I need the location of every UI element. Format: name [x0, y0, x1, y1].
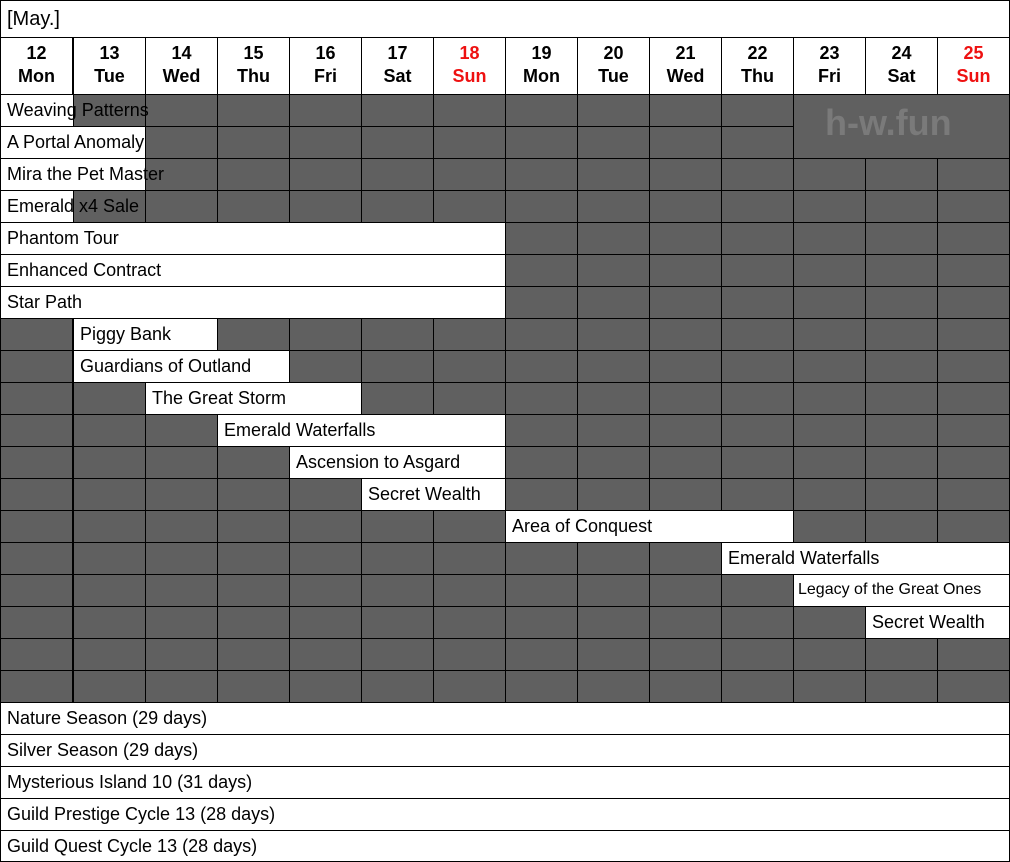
grid-cell	[433, 670, 506, 703]
grid-cell	[577, 382, 650, 415]
grid-cell	[361, 382, 434, 415]
grid-cell	[721, 638, 794, 671]
grid-cell	[289, 350, 362, 383]
grid-cell	[73, 446, 146, 479]
grid-cell	[577, 478, 650, 511]
grid-cell	[865, 414, 938, 447]
grid-cell	[505, 478, 578, 511]
day-weekday: Sun	[956, 66, 991, 86]
grid-cell	[73, 478, 146, 511]
day-weekday: Wed	[666, 66, 705, 86]
grid-cell	[721, 190, 794, 223]
grid-cell	[721, 478, 794, 511]
grid-cell	[577, 222, 650, 255]
day-header	[433, 37, 506, 95]
grid-cell	[289, 94, 362, 127]
day-header	[145, 37, 218, 95]
grid-cell	[0, 478, 73, 511]
grid-cell	[217, 478, 290, 511]
grid-cell	[577, 574, 650, 607]
grid-cell	[433, 94, 506, 127]
grid-cell	[937, 478, 1010, 511]
event-bar[interactable]: Secret Wealth	[865, 606, 1010, 639]
grid-cell	[649, 574, 722, 607]
grid-cell	[721, 382, 794, 415]
day-number: 22	[747, 43, 768, 63]
grid-cell	[361, 94, 434, 127]
grid-cell	[937, 318, 1010, 351]
event-bar[interactable]: Enhanced Contract	[0, 254, 506, 287]
day-number: 12	[26, 43, 47, 63]
grid-cell	[0, 606, 73, 639]
grid-cell	[289, 158, 362, 191]
grid-cell	[793, 382, 866, 415]
grid-cell	[577, 318, 650, 351]
season-item[interactable]: Nature Season (29 days)	[0, 702, 1010, 735]
grid-cell	[73, 414, 146, 447]
grid-cell	[721, 158, 794, 191]
grid-cell	[217, 318, 290, 351]
grid-cell	[937, 222, 1010, 255]
grid-cell	[865, 478, 938, 511]
event-bar[interactable]: Phantom Tour	[0, 222, 506, 255]
grid-cell	[0, 574, 73, 607]
grid-cell	[73, 510, 146, 543]
grid-cell	[505, 382, 578, 415]
grid-cell	[721, 670, 794, 703]
grid-cell	[505, 350, 578, 383]
event-bar[interactable]: Mira the Pet Master	[7, 164, 165, 184]
grid-cell	[649, 254, 722, 287]
grid-cell	[217, 446, 290, 479]
grid-cell	[865, 510, 938, 543]
grid-cell	[505, 94, 578, 127]
day-weekday: Wed	[162, 66, 201, 86]
grid-cell	[649, 350, 722, 383]
grid-cell	[217, 190, 290, 223]
grid-cell	[937, 638, 1010, 671]
grid-cell	[0, 446, 73, 479]
grid-cell	[649, 670, 722, 703]
grid-cell	[937, 510, 1010, 543]
day-weekday: Mon	[18, 66, 55, 86]
event-bar[interactable]: Legacy of the Great Ones	[793, 574, 1010, 607]
grid-cell	[793, 606, 866, 639]
grid-cell	[505, 606, 578, 639]
grid-cell	[505, 670, 578, 703]
day-header	[0, 37, 73, 95]
grid-cell	[721, 446, 794, 479]
grid-cell	[793, 670, 866, 703]
grid-cell	[361, 158, 434, 191]
day-number: 20	[603, 43, 624, 63]
grid-cell	[937, 382, 1010, 415]
grid-cell	[721, 350, 794, 383]
season-item[interactable]: Guild Prestige Cycle 13 (28 days)	[0, 798, 1010, 831]
grid-cell	[649, 542, 722, 575]
grid-cell	[217, 158, 290, 191]
grid-cell	[145, 510, 218, 543]
day-weekday: Fri	[313, 66, 337, 86]
day-weekday: Tue	[94, 66, 125, 86]
grid-cell	[577, 94, 650, 127]
month-label: [May.]	[0, 0, 1010, 38]
grid-cell	[0, 382, 73, 415]
grid-cell	[649, 414, 722, 447]
grid-cell	[577, 286, 650, 319]
watermark-text: h-w.fun	[825, 102, 952, 143]
grid-cell	[793, 190, 866, 223]
grid-cell	[649, 478, 722, 511]
grid-cell	[505, 446, 578, 479]
grid-cell	[865, 670, 938, 703]
grid-cell	[721, 606, 794, 639]
grid-cell	[145, 414, 218, 447]
day-header	[217, 37, 290, 95]
grid-cell	[505, 638, 578, 671]
day-header	[865, 37, 938, 95]
grid-cell	[937, 254, 1010, 287]
day-number: 18	[459, 43, 480, 63]
grid-cell	[73, 574, 146, 607]
grid-cell	[505, 190, 578, 223]
grid-cell	[217, 94, 290, 127]
grid-cell	[505, 318, 578, 351]
grid-cell	[0, 318, 73, 351]
grid-cell	[217, 542, 290, 575]
grid-cell	[793, 222, 866, 255]
grid-cell	[721, 126, 794, 159]
day-weekday: Mon	[523, 66, 560, 86]
day-number: 16	[315, 43, 336, 63]
grid-cell	[217, 126, 290, 159]
grid-cell	[145, 542, 218, 575]
grid-cell	[721, 574, 794, 607]
grid-cell	[577, 350, 650, 383]
grid-cell	[649, 286, 722, 319]
day-header	[793, 37, 866, 95]
grid-cell	[937, 286, 1010, 319]
grid-cell	[793, 478, 866, 511]
grid-cell	[145, 574, 218, 607]
day-header	[361, 37, 434, 95]
day-weekday: Thu	[741, 66, 774, 86]
grid-cell	[793, 158, 866, 191]
day-header	[577, 37, 650, 95]
season-item[interactable]: Guild Quest Cycle 13 (28 days)	[0, 830, 1010, 862]
event-bar[interactable]: Piggy Bank	[73, 318, 218, 351]
grid-cell	[721, 318, 794, 351]
grid-cell	[0, 670, 73, 703]
grid-cell	[649, 190, 722, 223]
day-header	[649, 37, 722, 95]
grid-cell	[145, 638, 218, 671]
grid-cell	[577, 606, 650, 639]
day-number: 13	[99, 43, 120, 63]
grid-cell	[289, 190, 362, 223]
grid-cell	[721, 254, 794, 287]
season-item[interactable]: Silver Season (29 days)	[0, 734, 1010, 767]
grid-cell	[865, 318, 938, 351]
grid-cell	[0, 638, 73, 671]
grid-cell	[937, 190, 1010, 223]
grid-cell	[289, 542, 362, 575]
grid-cell	[289, 606, 362, 639]
grid-cell	[721, 414, 794, 447]
day-number: 19	[531, 43, 552, 63]
grid-cell	[505, 126, 578, 159]
grid-cell	[73, 670, 146, 703]
grid-cell	[649, 126, 722, 159]
grid-cell	[145, 606, 218, 639]
grid-cell	[577, 542, 650, 575]
grid-cell	[793, 446, 866, 479]
grid-cell	[505, 574, 578, 607]
grid-cell	[937, 350, 1010, 383]
grid-cell	[793, 350, 866, 383]
grid-cell	[793, 286, 866, 319]
day-header	[721, 37, 794, 95]
grid-cell	[865, 638, 938, 671]
event-bar[interactable]: Guardians of Outland	[73, 350, 290, 383]
grid-cell	[0, 350, 73, 383]
event-bar[interactable]: Weaving Patterns	[7, 100, 149, 120]
grid-cell	[793, 638, 866, 671]
grid-cell	[73, 638, 146, 671]
grid-cell	[145, 478, 218, 511]
grid-cell	[361, 574, 434, 607]
grid-cell	[433, 510, 506, 543]
grid-cell	[289, 510, 362, 543]
grid-cell	[721, 94, 794, 127]
grid-cell	[361, 510, 434, 543]
day-weekday: Sat	[887, 66, 916, 86]
grid-cell	[433, 382, 506, 415]
grid-cell	[577, 126, 650, 159]
day-number: 21	[675, 43, 696, 63]
day-weekday: Fri	[817, 66, 841, 86]
grid-cell	[73, 606, 146, 639]
grid-cell	[721, 286, 794, 319]
grid-cell	[361, 126, 434, 159]
day-number: 23	[819, 43, 840, 63]
grid-cell	[577, 158, 650, 191]
grid-cell	[217, 638, 290, 671]
grid-cell	[649, 318, 722, 351]
day-weekday: Thu	[237, 66, 270, 86]
grid-cell	[721, 222, 794, 255]
day-header	[289, 37, 362, 95]
grid-cell	[577, 670, 650, 703]
event-bar[interactable]: Emerald Waterfalls	[217, 414, 506, 447]
grid-cell	[505, 286, 578, 319]
grid-cell	[649, 158, 722, 191]
event-bar[interactable]: Area of Conquest	[505, 510, 794, 543]
grid-cell	[577, 446, 650, 479]
grid-cell	[865, 382, 938, 415]
day-weekday: Sat	[383, 66, 412, 86]
grid-cell	[289, 574, 362, 607]
grid-cell	[145, 446, 218, 479]
grid-cell	[505, 254, 578, 287]
grid-cell	[865, 190, 938, 223]
grid-cell	[433, 638, 506, 671]
grid-cell	[865, 350, 938, 383]
grid-cell	[145, 670, 218, 703]
grid-cell	[433, 158, 506, 191]
grid-cell	[433, 190, 506, 223]
event-bar[interactable]: A Portal Anomaly	[7, 132, 145, 152]
day-weekday: Sun	[452, 66, 487, 86]
grid-cell	[505, 222, 578, 255]
grid-cell	[865, 254, 938, 287]
grid-cell	[289, 478, 362, 511]
grid-cell	[0, 414, 73, 447]
grid-cell	[577, 254, 650, 287]
grid-cell	[217, 606, 290, 639]
grid-cell	[217, 574, 290, 607]
grid-cell	[0, 510, 73, 543]
grid-cell	[505, 542, 578, 575]
day-number: 15	[243, 43, 264, 63]
grid-cell	[361, 318, 434, 351]
grid-cell	[649, 222, 722, 255]
day-header	[73, 37, 146, 95]
grid-cell	[361, 190, 434, 223]
grid-cell	[793, 254, 866, 287]
grid-cell	[577, 638, 650, 671]
grid-cell	[361, 670, 434, 703]
grid-cell	[793, 318, 866, 351]
grid-cell	[361, 542, 434, 575]
grid-cell	[217, 670, 290, 703]
day-number: 24	[891, 43, 912, 63]
grid-cell	[865, 446, 938, 479]
season-item[interactable]: Mysterious Island 10 (31 days)	[0, 766, 1010, 799]
grid-cell	[289, 638, 362, 671]
grid-cell	[937, 446, 1010, 479]
grid-cell	[289, 126, 362, 159]
event-bar[interactable]: Ascension to Asgard	[289, 446, 506, 479]
grid-cell	[793, 510, 866, 543]
grid-cell	[289, 670, 362, 703]
event-bar[interactable]: Emerald x4 Sale	[7, 196, 140, 216]
grid-cell	[577, 190, 650, 223]
grid-cell	[73, 542, 146, 575]
grid-cell	[865, 158, 938, 191]
grid-cell	[937, 158, 1010, 191]
grid-cell	[937, 414, 1010, 447]
grid-cell	[433, 606, 506, 639]
grid-cell	[865, 286, 938, 319]
grid-cell	[361, 638, 434, 671]
day-number: 14	[171, 43, 192, 63]
event-bar[interactable]: Emerald Waterfalls	[721, 542, 1010, 575]
grid-cell	[361, 350, 434, 383]
grid-cell	[793, 414, 866, 447]
event-bar[interactable]: The Great Storm	[145, 382, 362, 415]
grid-cell	[0, 542, 73, 575]
grid-cell	[577, 414, 650, 447]
grid-cell	[649, 606, 722, 639]
day-header	[505, 37, 578, 95]
grid-cell	[433, 574, 506, 607]
grid-cell	[937, 670, 1010, 703]
day-header	[937, 37, 1010, 95]
grid-cell	[433, 350, 506, 383]
event-bar[interactable]: Star Path	[0, 286, 506, 319]
grid-cell	[217, 510, 290, 543]
grid-cell	[505, 414, 578, 447]
event-bar[interactable]: Secret Wealth	[361, 478, 506, 511]
day-number: 17	[387, 43, 408, 63]
grid-cell	[649, 446, 722, 479]
grid-cell	[73, 382, 146, 415]
day-number: 25	[963, 43, 984, 63]
grid-cell	[505, 158, 578, 191]
grid-cell	[433, 126, 506, 159]
grid-cell	[433, 542, 506, 575]
grid-cell	[649, 382, 722, 415]
grid-cell	[649, 94, 722, 127]
grid-cell	[649, 638, 722, 671]
grid-cell	[289, 318, 362, 351]
grid-cell	[433, 318, 506, 351]
day-weekday: Tue	[598, 66, 629, 86]
grid-cell	[361, 606, 434, 639]
grid-cell	[865, 222, 938, 255]
